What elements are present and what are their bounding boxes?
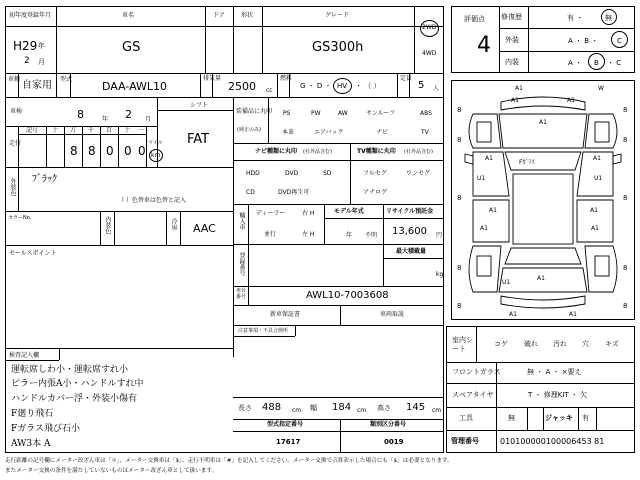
diagram-w-label: W — [598, 85, 604, 92]
sales-point-label: セールスポイント — [9, 250, 57, 257]
drive-2wd: 2WD — [422, 24, 437, 31]
notes-label: 注意事項・不具合箇所 — [238, 328, 289, 334]
ext-label: 外装 — [505, 36, 519, 44]
spare-options: T ・ 修理KIT ・ 欠 — [528, 391, 588, 399]
height-unit: cm — [432, 407, 442, 414]
color-no-label: カラーNo. — [8, 215, 32, 221]
type-cert-value: 17617 — [276, 438, 301, 446]
recycle-unit: 円 — [436, 232, 443, 239]
svg-text:8: 8 — [623, 194, 628, 202]
equip-aw: AW — [338, 110, 348, 117]
svg-text:8: 8 — [457, 106, 462, 114]
mgmt-label: 管理番号 — [451, 437, 479, 445]
mileage-digit-0: 8 — [70, 144, 78, 158]
length-value: 488 — [262, 402, 282, 413]
tools-label: 工具 — [459, 414, 473, 422]
inspector-line-1: ピラー内張A小・ハンドルすれ中 — [11, 379, 144, 389]
vehicle-type-value: 自家用 — [22, 80, 52, 91]
navi-title-sub: (社外品含む) — [303, 149, 332, 155]
jack-value: 有 — [582, 414, 589, 422]
model-year-unknown: 不明 — [365, 232, 378, 239]
displacement-value: 2500 — [228, 80, 256, 93]
mark-door-rl: A1 — [489, 207, 497, 214]
int-label: 内装 — [505, 58, 519, 66]
navi-hdd: HDD — [246, 170, 260, 177]
navi-cd: CD — [246, 189, 255, 196]
type-cert-label: 型式指定番号 — [267, 421, 304, 428]
equip-pw: PW — [311, 110, 321, 117]
repair-options: 有 ・ — [567, 14, 584, 22]
max-load-unit: kg — [436, 271, 444, 278]
chassis-label: 車台番号 — [236, 288, 247, 300]
length-label: 長さ — [238, 404, 252, 412]
mark-front-bumper-r: A1 — [567, 97, 575, 104]
tv-fullseg: フルセグ — [363, 170, 387, 177]
first-reg-month: 2 — [24, 56, 30, 66]
inspector-line-0: 運転席しわ小・運転席すれ小 — [11, 365, 129, 375]
import-parallel: 並行 — [264, 231, 277, 238]
max-load-label: 最大積載量 — [396, 248, 427, 255]
navi-dvd: DVD — [285, 170, 299, 177]
import-label: 輸入車 — [238, 212, 245, 230]
diagram-u1-label: U1 — [502, 279, 511, 286]
class-label: 類別区分番号 — [370, 421, 407, 428]
navi-title: ナビ種類に丸印 — [255, 148, 298, 155]
mark-windshield: Fｶﾞﾗｽ — [519, 159, 535, 166]
mark-door-fr: A1 — [593, 155, 601, 162]
new-car-label: 新車保証書 — [270, 311, 301, 318]
mileage-header-6: 一 — [138, 127, 145, 134]
door-label: ドア — [213, 12, 225, 19]
height-label: 高さ — [377, 404, 391, 412]
svg-text:8: 8 — [623, 264, 628, 272]
int-options-c: ・ C — [607, 59, 622, 67]
mark-door-fl: A1 — [485, 155, 493, 162]
glass-label: フロントガラス — [452, 368, 501, 376]
mileage-digit-4: 0 — [138, 144, 146, 158]
equip-airbag: エアバック — [314, 129, 344, 136]
mark-trunk: A1 — [537, 275, 545, 282]
svg-text:8: 8 — [457, 264, 462, 272]
inspection-label: 車検 — [10, 108, 23, 115]
mgmt-value: 010100000100006453 81 — [500, 437, 605, 446]
mark-front-bumper: A1 — [511, 97, 519, 104]
first-reg-month-unit: 月 — [38, 58, 45, 66]
fuel-hv: HV — [337, 82, 348, 90]
inspector-label: 検査記入欄 — [9, 352, 40, 359]
mileage-digit-1: 8 — [88, 144, 96, 158]
fuel-other: ・ （ ） — [355, 82, 381, 90]
model-year-unit: 年 — [346, 232, 353, 239]
recycle-label: リサイクル預託金 — [386, 208, 434, 215]
model-year-label: モデル年式 — [334, 208, 364, 215]
score-label: 評価点 — [464, 15, 485, 23]
tv-analog: アナログ — [363, 189, 388, 196]
mileage-digit-3: 0 — [124, 144, 132, 158]
navi-sd: SD — [323, 170, 332, 177]
shape-label: 形状 — [241, 12, 254, 19]
mileage-unit-mile: マイル — [148, 140, 163, 146]
first-reg-year-unit: 年 — [38, 42, 45, 50]
ext-options: A ・ B ・ — [568, 37, 599, 45]
cold-label: 冷房 — [170, 218, 177, 230]
first-reg-era: H29 — [13, 39, 38, 53]
ext-selected: C — [617, 37, 622, 45]
footer-line-1: 走行距離の記号欄にメーター改ざん車は「＊」、メーター交換車は「$」、走行不明車は「#」を記入してください。メーター交換で合算表示した場合にも「$」は必要となります。 — [5, 458, 453, 464]
int-options-a: A ・ — [568, 59, 583, 67]
seat-ana: 穴 — [582, 340, 589, 348]
seat-yabure: 破れ — [524, 340, 538, 348]
tv-oneseg: ワンセグ — [406, 170, 431, 177]
mark-door-rl-b: A1 — [480, 225, 488, 232]
displacement-unit: cc — [266, 87, 273, 94]
ac-value: AAC — [193, 222, 216, 235]
car-damage-diagram — [451, 80, 635, 320]
fuel-label: 燃料 — [280, 75, 293, 82]
fuel-options: G ・ D ・ — [300, 82, 332, 90]
mileage-header-1: 十 — [52, 127, 59, 134]
vehicle-type-label: 車種 — [8, 76, 21, 83]
tv-title: TV種類に丸印 — [357, 148, 396, 155]
capacity-label: 定員 — [400, 75, 413, 82]
mileage-header-3: 千 — [88, 127, 95, 134]
int-selected: B — [594, 59, 599, 67]
equipment-label: 装備品に丸印 — [236, 108, 273, 115]
model-value: GS — [122, 40, 141, 55]
inspector-line-3: F廻り飛石 — [11, 409, 54, 419]
mark-door-fr-u: U1 — [594, 175, 603, 182]
repair-label: 修復歴 — [501, 13, 522, 21]
glass-options: 無 ・ A ・ ×要え — [527, 368, 582, 376]
inspection-month: 2 — [125, 108, 132, 121]
width-unit: cm — [357, 407, 367, 414]
equip-abs: ABS — [420, 110, 432, 117]
equip-leather: 本革 — [282, 129, 295, 136]
exterior-note: （ ）色替車は色替と記入 — [118, 197, 186, 204]
model-label: 車名 — [122, 12, 135, 19]
seat-label: 室内シート — [452, 336, 473, 353]
width-label: 幅 — [310, 404, 317, 412]
equip-navi: ナビ — [376, 129, 389, 136]
mileage-unit-km: km — [151, 152, 161, 159]
length-unit: cm — [292, 407, 302, 414]
mark-rear-bumper: A1 — [509, 311, 517, 318]
model-code-label: 型式 — [60, 76, 73, 83]
mark-hood: A1 — [539, 119, 547, 126]
repair-selected: 無 — [605, 14, 612, 22]
inspector-line-5: AW3本 A — [11, 439, 51, 449]
navi-dvd-play: DVD再生可 — [278, 189, 310, 196]
footer-line-2: またメーター交換の条件を満たしていないものはメーター改ざん車として扱います。 — [5, 468, 218, 474]
mileage-label: 走行 — [9, 140, 22, 147]
inspection-year: 8 — [77, 108, 84, 121]
spare-label: スペアタイヤ — [452, 391, 494, 399]
grade-value: GS300h — [312, 40, 364, 55]
svg-text:8: 8 — [457, 302, 462, 310]
chassis-value: AWL10-7003608 — [306, 290, 389, 301]
interior-color-label: 内装色 — [104, 216, 111, 234]
equip-sunroof: サンルーフ — [366, 110, 396, 117]
shift-label: シフト — [190, 102, 209, 109]
mileage-digit-2: 0 — [106, 144, 114, 158]
height-value: 145 — [406, 402, 426, 413]
capacity-unit: 人 — [433, 85, 440, 92]
inspector-line-4: Fガラス飛び石小 — [11, 424, 80, 434]
mileage-header-4: 百 — [106, 127, 113, 134]
mark-door-rr: A1 — [590, 207, 598, 214]
tools-value: 無 — [508, 414, 515, 422]
inspection-month-unit: 月 — [145, 116, 152, 123]
score-value: 4 — [477, 33, 491, 58]
equip-ps: PS — [283, 110, 291, 117]
svg-text:8: 8 — [623, 302, 628, 310]
mark-door-fl-u: U1 — [477, 175, 486, 182]
svg-text:8: 8 — [457, 136, 462, 144]
diagram-a1-label: A1 — [515, 85, 523, 92]
seat-koge: コゲ — [494, 340, 508, 348]
class-value: 0019 — [384, 438, 404, 446]
width-value: 184 — [332, 402, 352, 413]
inspector-line-2: ハンドルカバー浮・外装小傷有 — [11, 394, 138, 404]
import-right: 右 H — [302, 210, 315, 217]
manual-label: 車両取説 — [380, 311, 405, 318]
svg-text:8: 8 — [457, 194, 462, 202]
equipment-sublabel: (純正のみ) — [237, 127, 261, 133]
equip-tv: TV — [421, 129, 429, 136]
import-dealer: ディーラー — [256, 210, 286, 217]
exterior-label: 外装色 — [9, 178, 16, 196]
exterior-value: ﾌﾞﾗｯｸ — [32, 174, 57, 185]
grade-label: グレード — [325, 12, 350, 19]
tv-title-sub: (社外品含む) — [404, 149, 433, 155]
mark-door-rr-b: A1 — [591, 225, 599, 232]
displacement-label: 排気量 — [203, 75, 222, 82]
first-reg-label: 初年度登録年月 — [9, 12, 52, 19]
mileage-header-5: 十 — [124, 127, 131, 134]
drive-4wd: 4WD — [422, 50, 437, 57]
svg-text:8: 8 — [623, 136, 628, 144]
seat-kizu: キズ — [605, 340, 619, 348]
svg-text:8: 8 — [623, 106, 628, 114]
registration-label: 登録番号 — [238, 252, 245, 276]
jack-label: ジャッキ — [545, 414, 573, 422]
mark-rear-bumper-r: A1 — [569, 311, 577, 318]
mileage-header-0: 記号 — [26, 127, 39, 134]
seat-yogore: 汚れ — [553, 340, 567, 348]
shift-value: FAT — [187, 132, 210, 147]
inspection-year-unit: 年 — [102, 116, 109, 123]
model-code-value: DAA-AWL10 — [102, 80, 168, 93]
capacity-value: 5 — [418, 80, 425, 91]
recycle-value: 13,600 — [392, 226, 427, 237]
import-left: 左 H — [302, 231, 315, 238]
mileage-header-2: 万 — [70, 127, 77, 134]
